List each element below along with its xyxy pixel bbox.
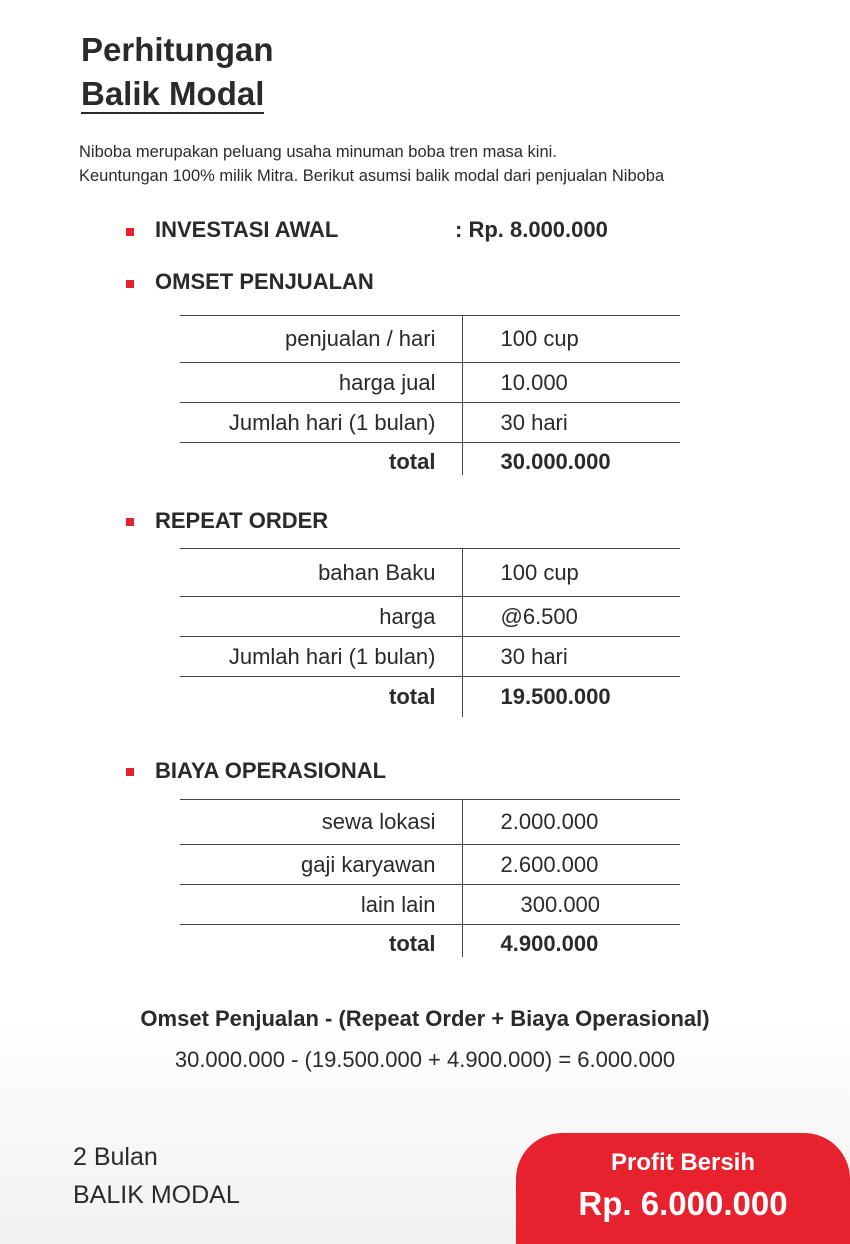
row-label: bahan Baku [180, 549, 462, 597]
total-row [180, 443, 680, 475]
row-value: 30 hari [462, 637, 680, 677]
row-value: 2.000.000 [462, 800, 680, 845]
balik-modal-text [73, 1138, 240, 1214]
table-row [180, 363, 680, 403]
total-value: 30.000.000 [500, 448, 611, 474]
intro-line-2: Keuntungan 100% milik Mitra. Berikut asumsi balik modal dari penjualan Niboba [79, 167, 665, 185]
table-row [180, 316, 680, 363]
row-label: lain lain [180, 885, 462, 925]
table-row [180, 800, 680, 845]
repeat-table [180, 548, 680, 717]
formula-heading: Omset Penjualan - (Repeat Order + Biaya Operasional) [140, 1006, 710, 1031]
repeat-heading: REPEAT ORDER [155, 508, 329, 533]
page-title [81, 30, 274, 114]
total-row [180, 925, 680, 957]
bullet-icon [126, 280, 134, 288]
intro-text [79, 140, 664, 188]
row-value: 10.000 [462, 363, 680, 403]
row-label: penjualan / hari [180, 316, 462, 363]
investasi-label: INVESTASI AWAL [155, 217, 339, 242]
total-value: 4.900.000 [500, 930, 599, 956]
table-row [180, 403, 680, 443]
table-row [180, 549, 680, 597]
row-value: @6.500 [462, 597, 680, 637]
row-label: Jumlah hari (1 bulan) [180, 403, 462, 443]
intro-line-1: Niboba merupakan peluang usaha minuman boba tren masa kini. [79, 143, 557, 161]
omset-table [180, 315, 680, 475]
table-row [180, 597, 680, 637]
row-value: 100 cup [462, 316, 680, 363]
biaya-table [180, 799, 680, 957]
formula-calculation: 30.000.000 - (19.500.000 + 4.900.000) = 6.000.000 [174, 1047, 676, 1072]
profit-value: Rp. 6.000.000 [578, 1185, 788, 1222]
total-label: total [180, 677, 462, 717]
investasi-value: : Rp. 8.000.000 [455, 217, 608, 242]
total-label: total [180, 443, 462, 475]
title-line-2: Balik Modal [81, 75, 265, 112]
balik-modal-label: BALIK MODAL [73, 1181, 240, 1209]
omset-heading: OMSET PENJUALAN [155, 269, 374, 294]
row-value: 30 hari [462, 403, 680, 443]
table-row [180, 845, 680, 885]
bullet-icon [126, 228, 134, 236]
row-label: Jumlah hari (1 bulan) [180, 637, 462, 677]
balik-modal-duration: 2 Bulan [73, 1143, 158, 1171]
row-label: harga jual [180, 363, 462, 403]
row-label: gaji karyawan [180, 845, 462, 885]
biaya-heading: BIAYA OPERASIONAL [155, 758, 387, 783]
profit-label: Profit Bersih [610, 1149, 756, 1176]
row-label: sewa lokasi [180, 800, 462, 845]
row-value: 100 cup [462, 549, 680, 597]
total-row [180, 677, 680, 717]
profit-badge [516, 1133, 850, 1244]
bullet-icon [126, 768, 134, 776]
table-row [180, 885, 680, 925]
row-value: 2.600.000 [462, 845, 680, 885]
total-label: total [180, 925, 462, 957]
title-line-1: Perhitungan [81, 31, 274, 68]
table-row [180, 637, 680, 677]
row-label: harga [180, 597, 462, 637]
total-value: 19.500.000 [500, 683, 611, 709]
bullet-icon [126, 518, 134, 526]
row-value: 300.000 [462, 885, 680, 925]
